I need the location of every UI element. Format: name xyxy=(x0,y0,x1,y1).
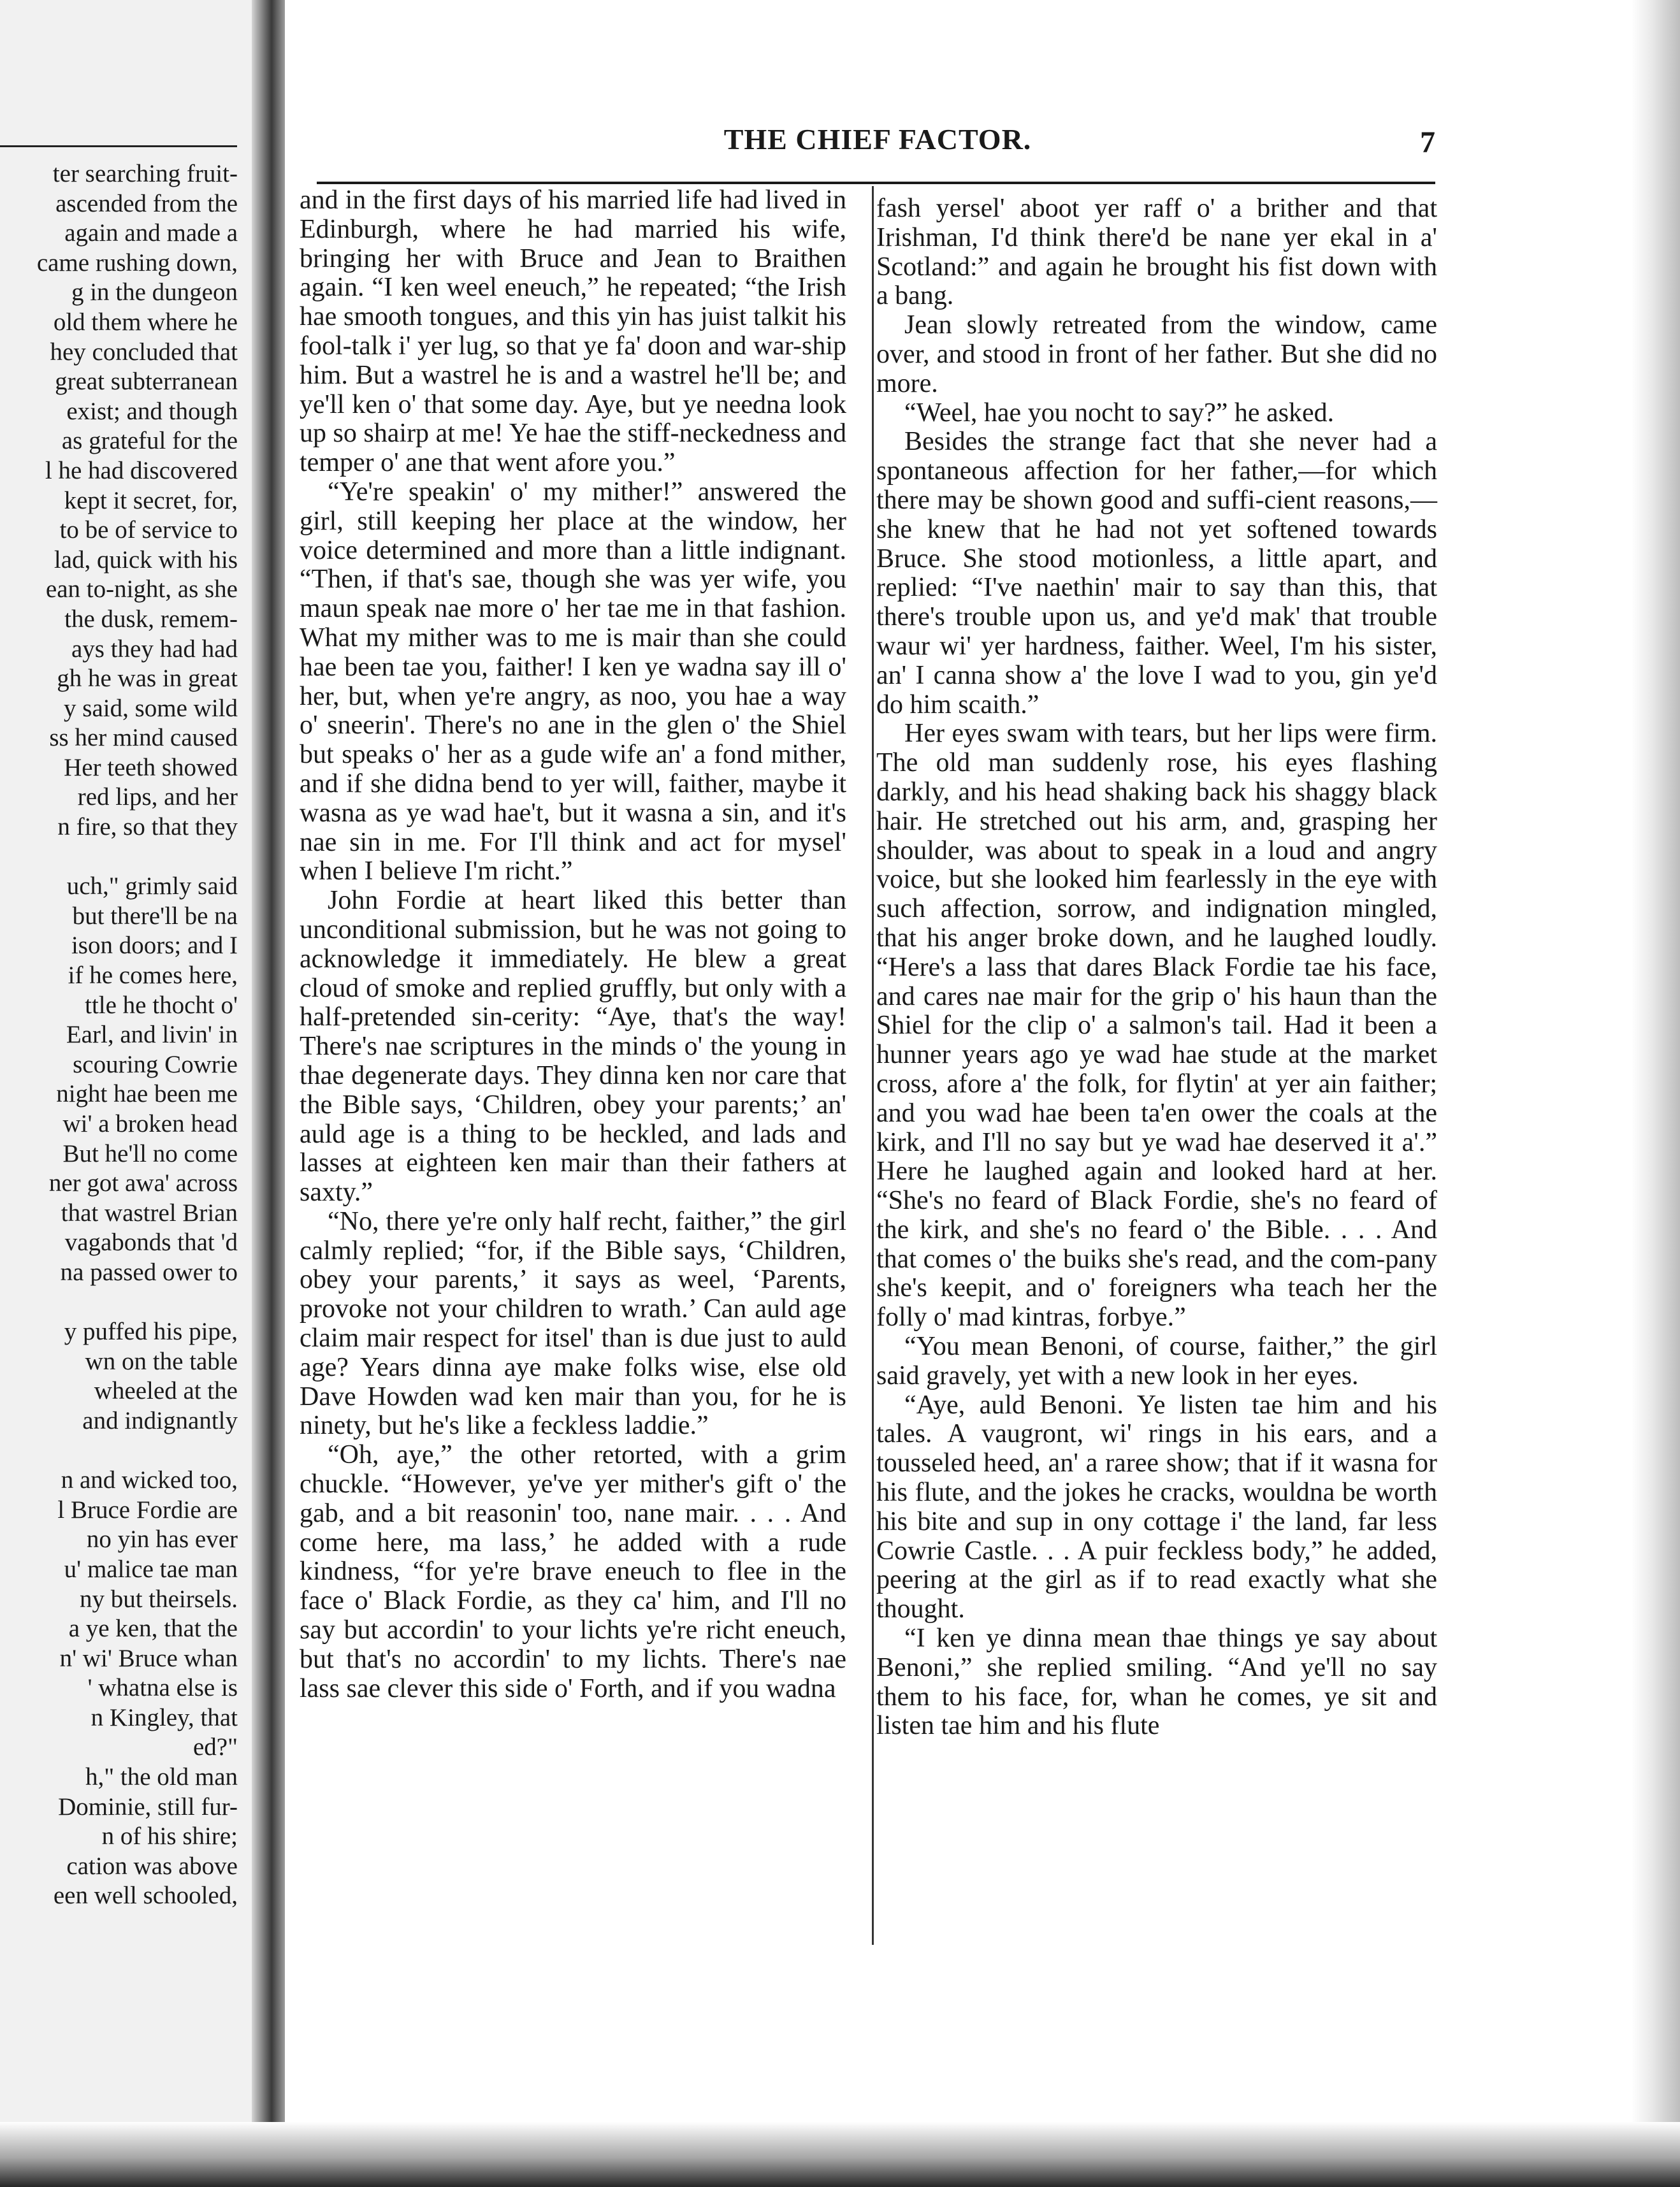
fragment-line: ean to-night, as she xyxy=(45,575,238,603)
fragment-line: a ye ken, that the xyxy=(68,1615,238,1643)
text-column-left xyxy=(300,186,846,1703)
fragment-line: that wastrel Brian xyxy=(61,1199,238,1227)
page-edge-shadow xyxy=(1632,0,1680,2187)
fragment-line: n' wi' Bruce whan xyxy=(59,1644,238,1672)
fragment-line: the dusk, remem- xyxy=(64,605,238,633)
fragment-line: wheeled at the xyxy=(94,1377,238,1405)
fragment-line: h," the old man xyxy=(85,1763,238,1791)
fragment-line: vagabonds that 'd xyxy=(64,1229,238,1257)
fragment-line: if he comes here, xyxy=(68,962,238,990)
page-header xyxy=(317,122,1435,161)
fragment-line: n Kingley, that xyxy=(91,1703,238,1731)
paragraph: Besides the strange fact that she never had a spontaneous affection for her father,—for which there may be shown good and suffi-cient reasons,—she knew that he had not yet softened towards Bruce. She stood motionless, a little apart, and replied: “I've naethin' mair to say than this, that there's trouble upon us, and ye'd mak' that trouble waur wi' yer hardness, faither. Weel, I'm his sister, an' I canna show a' the love I wad to you, gin ye'd do him scaith.” xyxy=(876,427,1437,719)
fragment-line: But he'll no come xyxy=(62,1139,238,1167)
fragment-line: scouring Cowrie xyxy=(73,1050,238,1078)
fragment-line: again and made a xyxy=(64,219,238,247)
fragment-line: ner got awa' across xyxy=(48,1169,238,1197)
paragraph: “Oh, aye,” the other retorted, with a grim chuckle. “However, ye've yer mither's gift o' the gab, and a bit reasonin' too, nane mair. . . . And come here, ma lass,’ he added with a rude kindness, “for ye're brave eneuch to flee in the face o' Black Fordie, as they ca' him, and I'll no say but accordin' to your lichts ye're richt eneuch, but that's no accordin' to my lichts. There's nae lass sae clever this side o' Forth, and if you wadna xyxy=(300,1440,846,1703)
fragment-line: and indignantly xyxy=(82,1406,238,1434)
fragment-line: exist; and though xyxy=(66,397,238,425)
fragment-line: Earl, and livin' in xyxy=(66,1021,238,1049)
fragment-line: n and wicked too, xyxy=(61,1466,238,1494)
header-rule xyxy=(317,182,1435,184)
fragment-line: wi' a broken head xyxy=(62,1110,238,1137)
fragment-line: red lips, and her xyxy=(77,783,238,811)
fragment-line: ny but theirsels. xyxy=(79,1585,238,1613)
previous-page-column xyxy=(0,159,238,1911)
paragraph: and in the first days of his married life had lived in Edinburgh, where he had married his wife, bringing her with Bruce and Jean to Braithen again. “I ken weel eneuch,” he repeated; “the Irish hae smooth tongues, and this yin has juist talkit his fool-talk i' yer lug, so that ye fa' doon and war-ship him. But a wastrel he is and a wastrel he'll be; and ye'll ken o' that some day. Aye, but ye needna look up so shairp at me! Ye hae the stiff-neckedness and temper o' ane that went afore you.” xyxy=(300,185,846,478)
fragment-line: ss her mind caused xyxy=(49,724,238,752)
fragment-line: Dominie, still fur- xyxy=(58,1793,238,1821)
fragment-line: l he had discovered xyxy=(45,456,238,484)
fragment-line xyxy=(0,842,238,872)
fragment-line: no yin has ever xyxy=(86,1526,238,1554)
column-divider xyxy=(872,186,874,1945)
fragment-line: but there'll be na xyxy=(72,902,238,930)
fragment-line: hey concluded that xyxy=(50,338,238,366)
paragraph: “Ye're speakin' o' my mither!” answered the girl, still keeping her place at the window, her voice determined and more than a little indignant. “Then, if that's sae, though she was yer wife, you maun speak nae more o' her tae me in that fashion. What my mither was to me is mair than she could hae been tae you, faither! I ken ye wadna say ill o' her, but, when ye're angry, as noo, you hae a way o' sneerin'. There's no ane in the glen o' the Shiel but speaks o' her as a gude wife an' a fond mither, and if she didna bend to yer will, faither, maybe it wasna as ye wad hae't, but it wasna a sin, and it's nae sin in me. For I'll think and act for mysel' when I believe I'm richt.” xyxy=(300,477,846,886)
paragraph: “Weel, hae you nocht to say?” he asked. xyxy=(904,398,1335,428)
fragment-line: na passed ower to xyxy=(60,1258,238,1286)
fragment-line xyxy=(0,1288,238,1318)
fragment-line: ttle he thocht o' xyxy=(85,991,238,1019)
fragment-line: ays they had had xyxy=(71,635,238,663)
fragment-line: ' whatna else is xyxy=(87,1674,238,1702)
running-title: THE CHIEF FACTOR. xyxy=(723,123,1032,155)
fragment-line: y said, some wild xyxy=(64,694,238,722)
fragment-line: ed?" xyxy=(192,1733,238,1761)
fragment-line: n fire, so that they xyxy=(57,813,238,841)
book-gutter xyxy=(252,0,285,2187)
paragraph: fash yersel' aboot yer raff o' a brither and that Irishman, I'd think there'd be nane yer ekal in a' Scotland:” and again he brought his fist down with a bang. xyxy=(876,194,1437,311)
fragment-line: kept it secret, for, xyxy=(64,486,238,514)
page-bottom-shadow xyxy=(0,2122,1680,2187)
fragment-line: g in the dungeon xyxy=(71,278,238,307)
fragment-line: ison doors; and I xyxy=(71,932,238,960)
paragraph: John Fordie at heart liked this better than unconditional submission, but he was not going to acknowledge it immediately. He blew a great cloud of smoke and replied gruffly, but only with a half-pretended sin-cerity: “Aye, that's the way! There's nae scriptures in the minds o' the young in thae degenerate days. They dinna ken nor care that the Bible says, ‘Children, obey your parents;’ an' auld age is a thing to be heckled, and lads and lasses at eighteen ken mair than their fathers at saxty.” xyxy=(300,886,846,1208)
fragment-line: l Bruce Fordie are xyxy=(57,1496,238,1524)
fragment-line: gh he was in great xyxy=(57,665,238,693)
fragment-line: great subterranean xyxy=(55,368,238,396)
fragment-line: ascended from the xyxy=(55,189,238,217)
fragment-line: y puffed his pipe, xyxy=(64,1318,238,1346)
fragment-line: to be of service to xyxy=(59,516,238,544)
fragment-line: came rushing down, xyxy=(36,249,238,277)
paragraph: “Aye, auld Benoni. Ye listen tae him and his tales. A vaugront, wi' rings in his ears, and a tousseled heed, an' a raree show; that if it wasna for his flute, and the jokes he cracks, wouldna be worth his bite and sup in ony cottage i' the land, far less Cowrie Castle. . . A puir feckless body,” he added, peering at the girl as if to read exactly what she thought. xyxy=(876,1390,1437,1624)
fragment-line: lad, quick with his xyxy=(54,545,238,574)
fragment-line: night hae been me xyxy=(56,1080,238,1108)
fragment-line: wn on the table xyxy=(85,1347,238,1375)
paragraph: “I ken ye dinna mean thae things ye say about Benoni,” she replied smiling. “And ye'll no say them to his face, for, whan he comes, ye sit and listen tae him and his flute xyxy=(876,1624,1437,1741)
paragraph: Her eyes swam with tears, but her lips were firm. The old man suddenly rose, his eyes flashing darkly, and his head shaking back his shaggy black hair. He stretched out his arm, and, grasping her shoulder, was about to speak in a loud and angry voice, but she looked him fearlessly in the eye with such affection, sorrow, and indignation mingled, that his anger broke down, and he laughed loudly. “Here's a lass that dares Black Fordie tae his face, and cares nae mair for the grip o' his haun than the Shiel for the clip o' a salmon's tail. Had it been a hunner years ago ye wad hae stude at the market cross, afore a' the folk, for flytin' at yer ain faither; and you wad hae been ta'en ower the coals at the kirk, and I'll no say but ye wad hae deserved it a'.” Here he laughed again and looked hard at her. “She's no feard of Black Fordie, she's no feard of the kirk, and she's no feard o' the Bible. . . . And that comes o' the buiks she's read, and the com-pany she's keepit, and o' foreigners wha teach her the folly o' mad kintras, forbye.” xyxy=(876,719,1437,1332)
fragment-line xyxy=(0,1436,238,1466)
fragment-line: ter searching fruit- xyxy=(52,160,238,187)
fragment-line: een well schooled, xyxy=(53,1882,238,1910)
fragment-line: cation was above xyxy=(66,1852,238,1880)
fragment-line: as grateful for the xyxy=(61,427,238,455)
text-column-right xyxy=(876,194,1437,1741)
previous-page-rule xyxy=(0,145,237,147)
paragraph: Jean slowly retreated from the window, came over, and stood in front of her father. But she did no more. xyxy=(876,310,1437,398)
fragment-line: Her teeth showed xyxy=(64,753,238,781)
fragment-line: n of his shire; xyxy=(101,1822,238,1851)
previous-page-fragment xyxy=(0,0,252,2187)
paragraph: “No, there ye're only half recht, faither,” the girl calmly replied; “for, if the Bible says, ‘Children, obey your parents,’ it says as weel, ‘Parents, provoke not your children to wrath.’ Can auld age claim mair respect for itsel' than is due just to auld age? Years dinna aye make folks wise, else old Dave Howden wad ken mair than you, for he is ninety, but he's like a feckless laddie.” xyxy=(300,1206,846,1441)
fragment-line: u' malice tae man xyxy=(64,1555,238,1583)
fragment-line: old them where he xyxy=(53,308,238,336)
paragraph: “You mean Benoni, of course, faither,” the girl said gravely, yet with a new look in her eyes. xyxy=(876,1332,1437,1390)
fragment-line: uch," grimly said xyxy=(66,872,238,900)
page-number: 7 xyxy=(1420,126,1435,159)
